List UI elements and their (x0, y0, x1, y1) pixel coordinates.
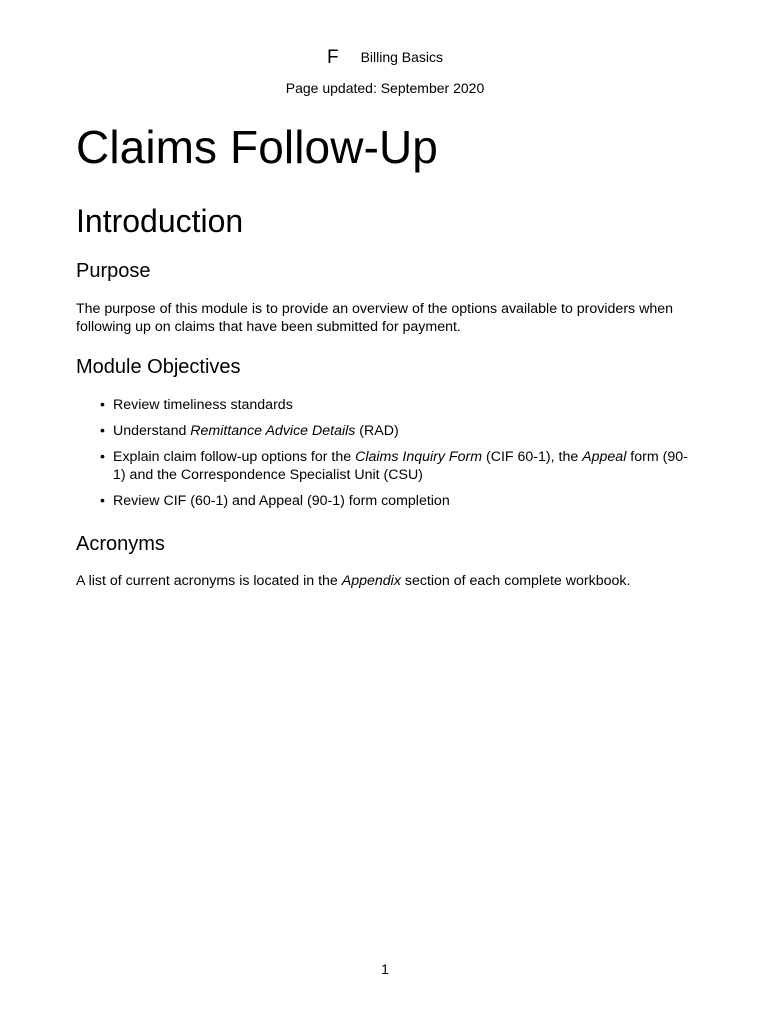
section-title: Introduction (76, 203, 244, 239)
document-title: Claims Follow-Up (76, 121, 438, 173)
page-number: 1 (381, 961, 389, 977)
paragraph-text: section of each complete workbook. (400, 573, 631, 589)
list-item-text: form (90-1) and the Correspondence Specialist Unit (CSU) (113, 449, 688, 483)
list-item (76, 396, 696, 414)
acronyms-paragraph (76, 572, 696, 590)
header-section-name: Billing Basics (360, 49, 444, 65)
purpose-heading: Purpose (76, 260, 151, 282)
list-item-emphasis: Remittance Advice Details (190, 423, 356, 439)
list-item-text: (RAD) (355, 423, 399, 439)
bullet-icon: • (100, 449, 105, 465)
objectives-list (76, 396, 696, 518)
list-item-emphasis: Appeal (582, 449, 627, 465)
list-item-emphasis: Claims Inquiry Form (355, 449, 483, 465)
list-item-text: Explain claim follow-up options for the (113, 449, 356, 465)
acronyms-heading: Acronyms (76, 533, 165, 555)
list-item (76, 492, 696, 510)
bullet-icon: • (100, 493, 105, 509)
running-header (0, 46, 770, 68)
paragraph-text: A list of current acronyms is located in the (76, 573, 342, 589)
page-updated-date: Page updated: September 2020 (285, 80, 485, 96)
list-item (76, 422, 696, 440)
list-item-text: Understand (113, 423, 191, 439)
list-item-text: Review CIF (60-1) and Appeal (90-1) form completion (113, 493, 450, 509)
purpose-paragraph: The purpose of this module is to provide an overview of the options available to providers when following up on claims that have been submitted for payment. (76, 301, 674, 335)
objectives-heading: Module Objectives (76, 356, 241, 378)
bullet-icon: • (100, 397, 105, 413)
list-item-text: Review timeliness standards (113, 397, 293, 413)
list-item (76, 448, 696, 484)
bullet-icon: • (100, 423, 105, 439)
header-glyph: F (326, 47, 339, 68)
paragraph-emphasis: Appendix (341, 573, 401, 589)
list-item-text: (CIF 60-1), the (482, 449, 583, 465)
